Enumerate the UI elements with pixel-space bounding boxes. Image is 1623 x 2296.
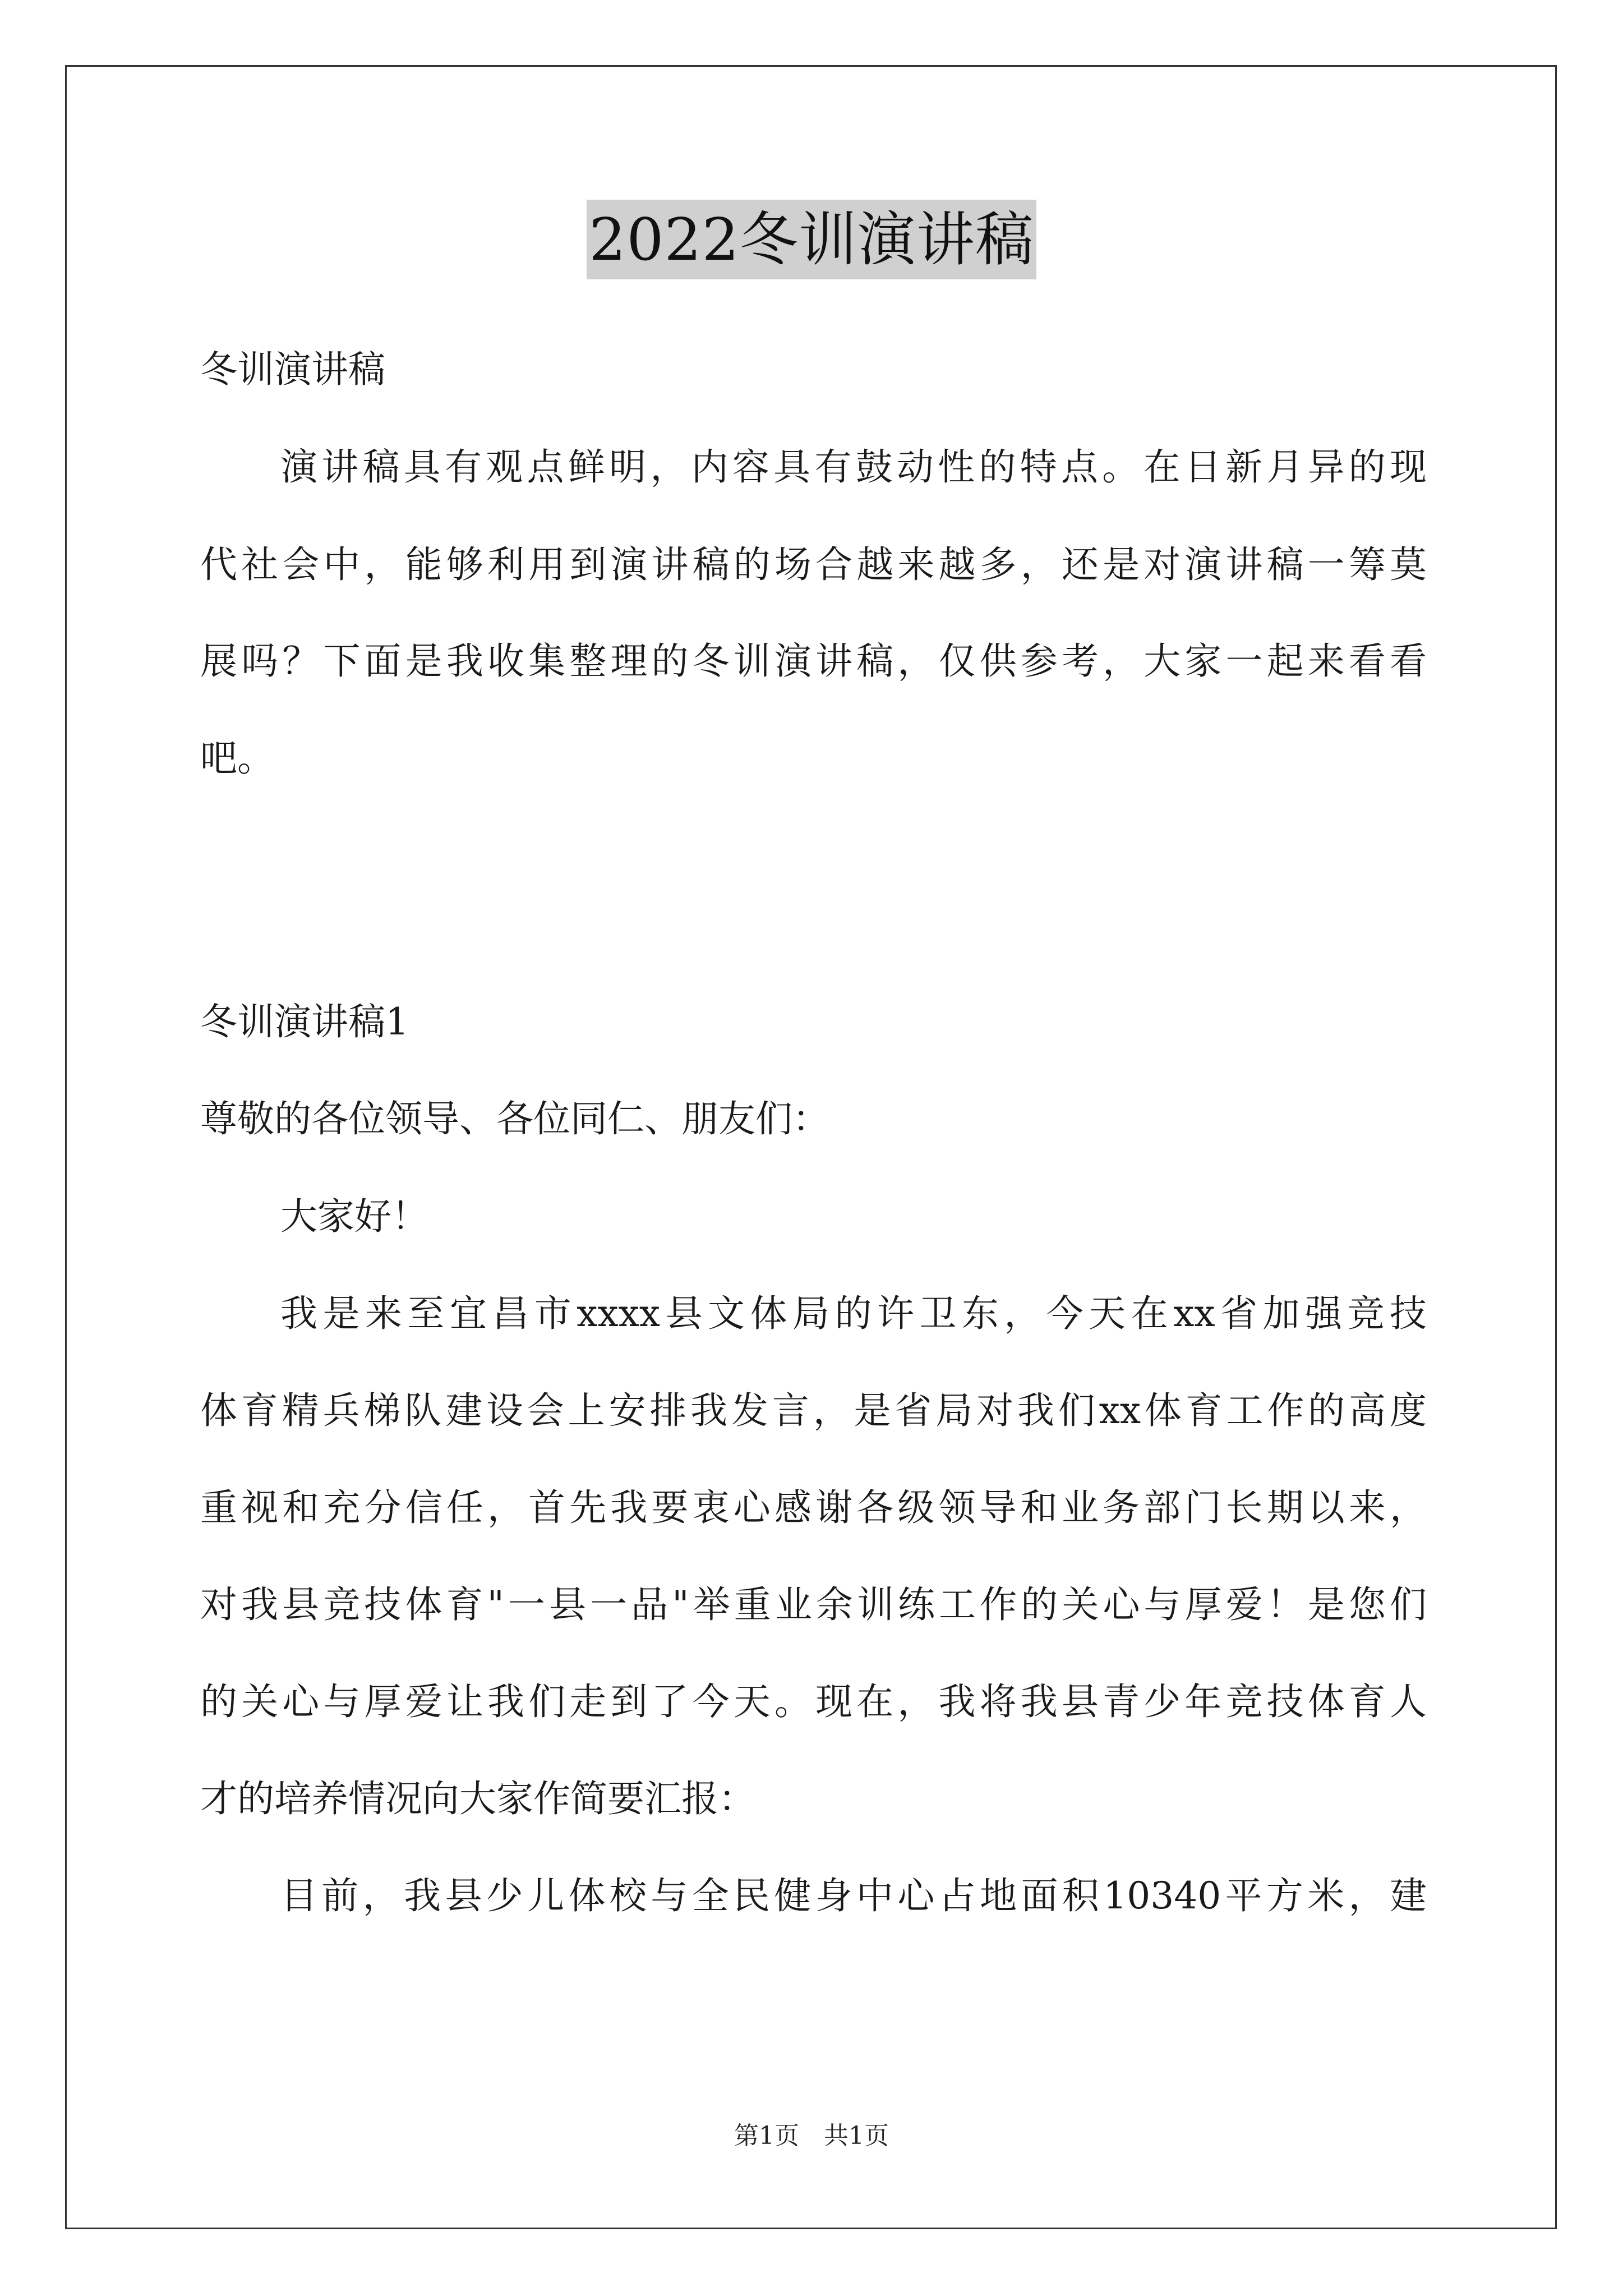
title-container [0,200,1623,279]
paragraph-line: 代社会中，能够利用到演讲稿的场合越来越多，还是对演讲稿一筹莫 [200,543,1427,586]
paragraph-line: 目前，我县少儿体校与全民健身中心占地面积10340平方米，建 [280,1874,1427,1917]
paragraph-line: 吧。 [200,737,274,780]
paragraph-line: 我是来至宜昌市xxxx县文体局的许卫东，今天在xx省加强竞技 [280,1292,1427,1335]
greeting-line: 大家好！ [280,1195,428,1238]
paragraph-line: 演讲稿具有观点鲜明，内容具有鼓动性的特点。在日新月异的现 [280,445,1427,489]
subtitle-line: 冬训演讲稿 [200,348,385,391]
section-heading: 冬训演讲稿1 [200,1000,409,1043]
page-footer: 第1页 共1页 [734,2122,889,2150]
salutation-line: 尊敬的各位领导、各位同仁、朋友们： [200,1097,829,1140]
paragraph-line: 展吗？下面是我收集整理的冬训演讲稿，仅供参考，大家一起来看看 [200,639,1427,683]
paragraph-line: 重视和充分信任，首先我要衷心感谢各级领导和业务部门长期以来， [200,1486,1427,1529]
paragraph-line: 才的培养情况向大家作简要汇报： [200,1777,755,1820]
paragraph-line: 的关心与厚爱让我们走到了今天。现在，我将我县青少年竞技体育人 [200,1680,1427,1723]
paragraph-line: 体育精兵梯队建设会上安排我发言，是省局对我们xx体育工作的高度 [200,1389,1427,1432]
document-title: 2022冬训演讲稿 [587,200,1036,279]
paragraph-line: 对我县竞技体育"一县一品"举重业余训练工作的关心与厚爱！是您们 [200,1583,1427,1626]
